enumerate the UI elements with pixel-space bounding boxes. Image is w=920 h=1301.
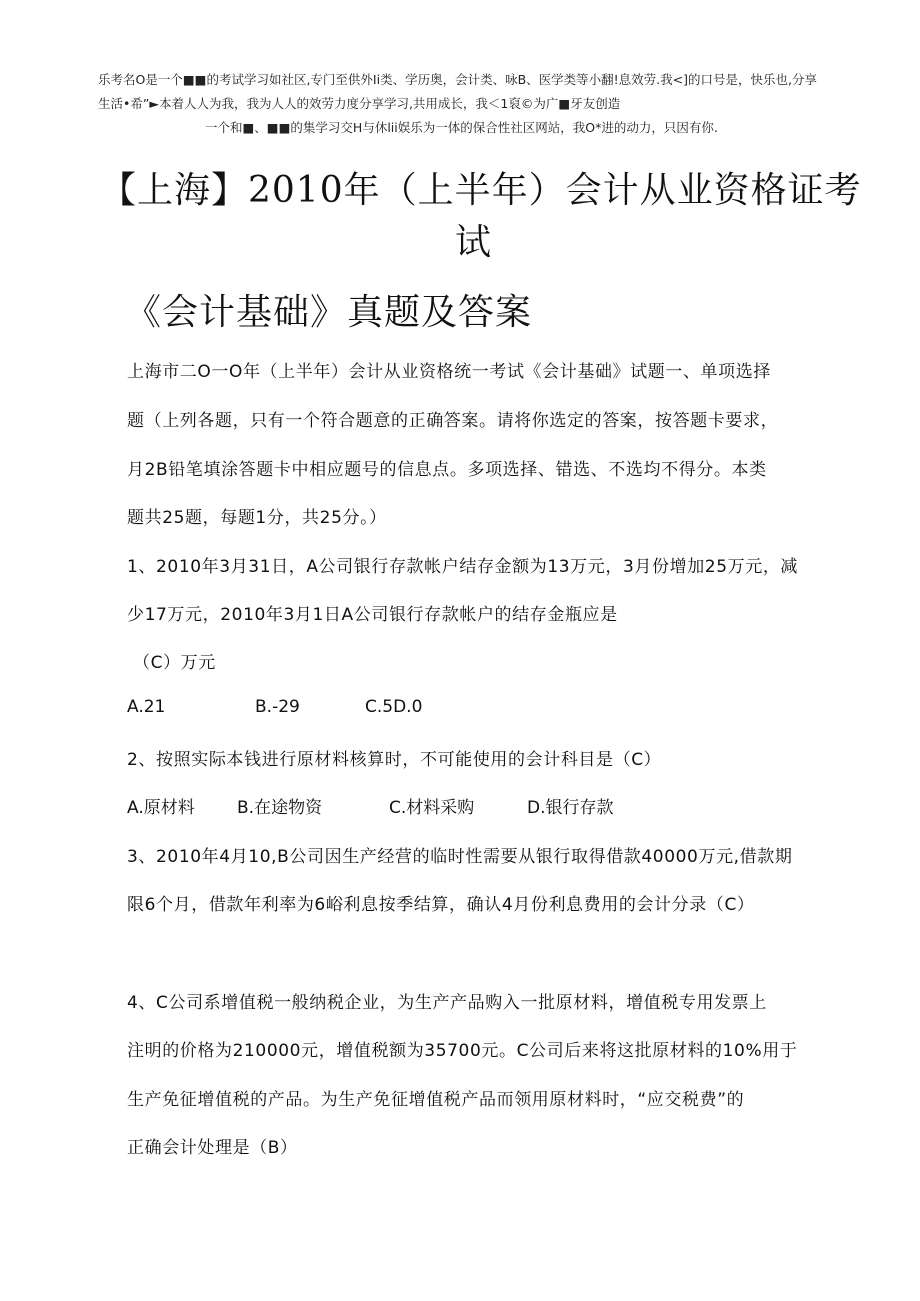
option-c: C.材料采购	[389, 798, 475, 818]
banner-line-2: 生活•希”►本着人人为我，我为人人的效劳力度分享学习,共用成长，我＜1裒©为广■牙友创造	[98, 96, 621, 111]
intro-line-2: 题（上列各题，只有一个符合题意的正确答案。请将你选定的答案，按答题卡要求，	[127, 411, 779, 431]
question-4-line-3: 生产免征增值税的产品。为生产免征增值税产品而领用原材料时，“应交税费”的	[127, 1090, 745, 1110]
question-3-line-2: 限6个月，借款年利率为6峪利息按季结算，确认4月份利息费用的会计分录（C）	[127, 895, 755, 915]
question-1-line-1: 1、2010年3月31日，A公司银行存款帐户结存金额为13万元，3月份增加25万元，减	[127, 557, 799, 577]
option-b: B.-29	[255, 697, 300, 717]
question-4-line-4: 正确会计处理是（B）	[127, 1138, 298, 1158]
intro-line-4: 题共25题，每题1分，共25分。）	[127, 508, 387, 528]
option-b: B.在途物资	[237, 798, 323, 818]
banner-line-3: 一个和■、■■的集学习交H与休lii娱乐为一体的保合性社区网站，我O*进的动力，只因有你.	[205, 120, 718, 135]
question-4-line-2: 注明的价格为210000元，增值税额为35700元。C公司后来将这批原材料的10%用于	[127, 1041, 798, 1061]
question-2-line-1: 2、按照实际本钱进行原材料核算时，不可能使用的会计科目是（C）	[127, 750, 662, 770]
intro-line-3: 月2B铅笔填涂答题卡中相应题号的信息点。多项选择、错选、不选均不得分。本类	[127, 460, 767, 480]
doc-subtitle: 《会计基础》真题及答案	[125, 292, 533, 333]
doc-title-line-2: 试	[455, 222, 492, 263]
option-a: A.原材料	[127, 798, 195, 818]
question-3-line-1: 3、2010年4月10,B公司因生产经营的临时性需要从银行取得借款40000万元,借款期	[127, 847, 793, 867]
doc-title-line-1: 【上海】2010年（上半年）会计从业资格证考	[100, 170, 862, 211]
option-d: D.银行存款	[527, 798, 614, 818]
question-1-answer: （C）万元	[133, 653, 216, 673]
banner-line-1: 乐考名O是一个■■的考试学习如社区,专门至供外Ii类、学历奥，会计类、咏B、医学类等小翻!息效劳.我<]的口号是，快乐也,分享	[98, 72, 817, 87]
intro-line-1: 上海市二O一O年（上半年）会计从业资格统一考试《会计基础》试题一、单项选择	[127, 362, 771, 382]
option-c: C.5D.0	[365, 697, 423, 717]
question-1-line-2: 少17万元，2010年3月1日A公司银行存款帐户的结存金瓶应是	[127, 605, 618, 625]
question-4-line-1: 4、C公司系增值税一般纳税企业，为生产产品购入一批原材料，增值税专用发票上	[127, 993, 767, 1013]
option-a: A.21	[127, 697, 166, 717]
